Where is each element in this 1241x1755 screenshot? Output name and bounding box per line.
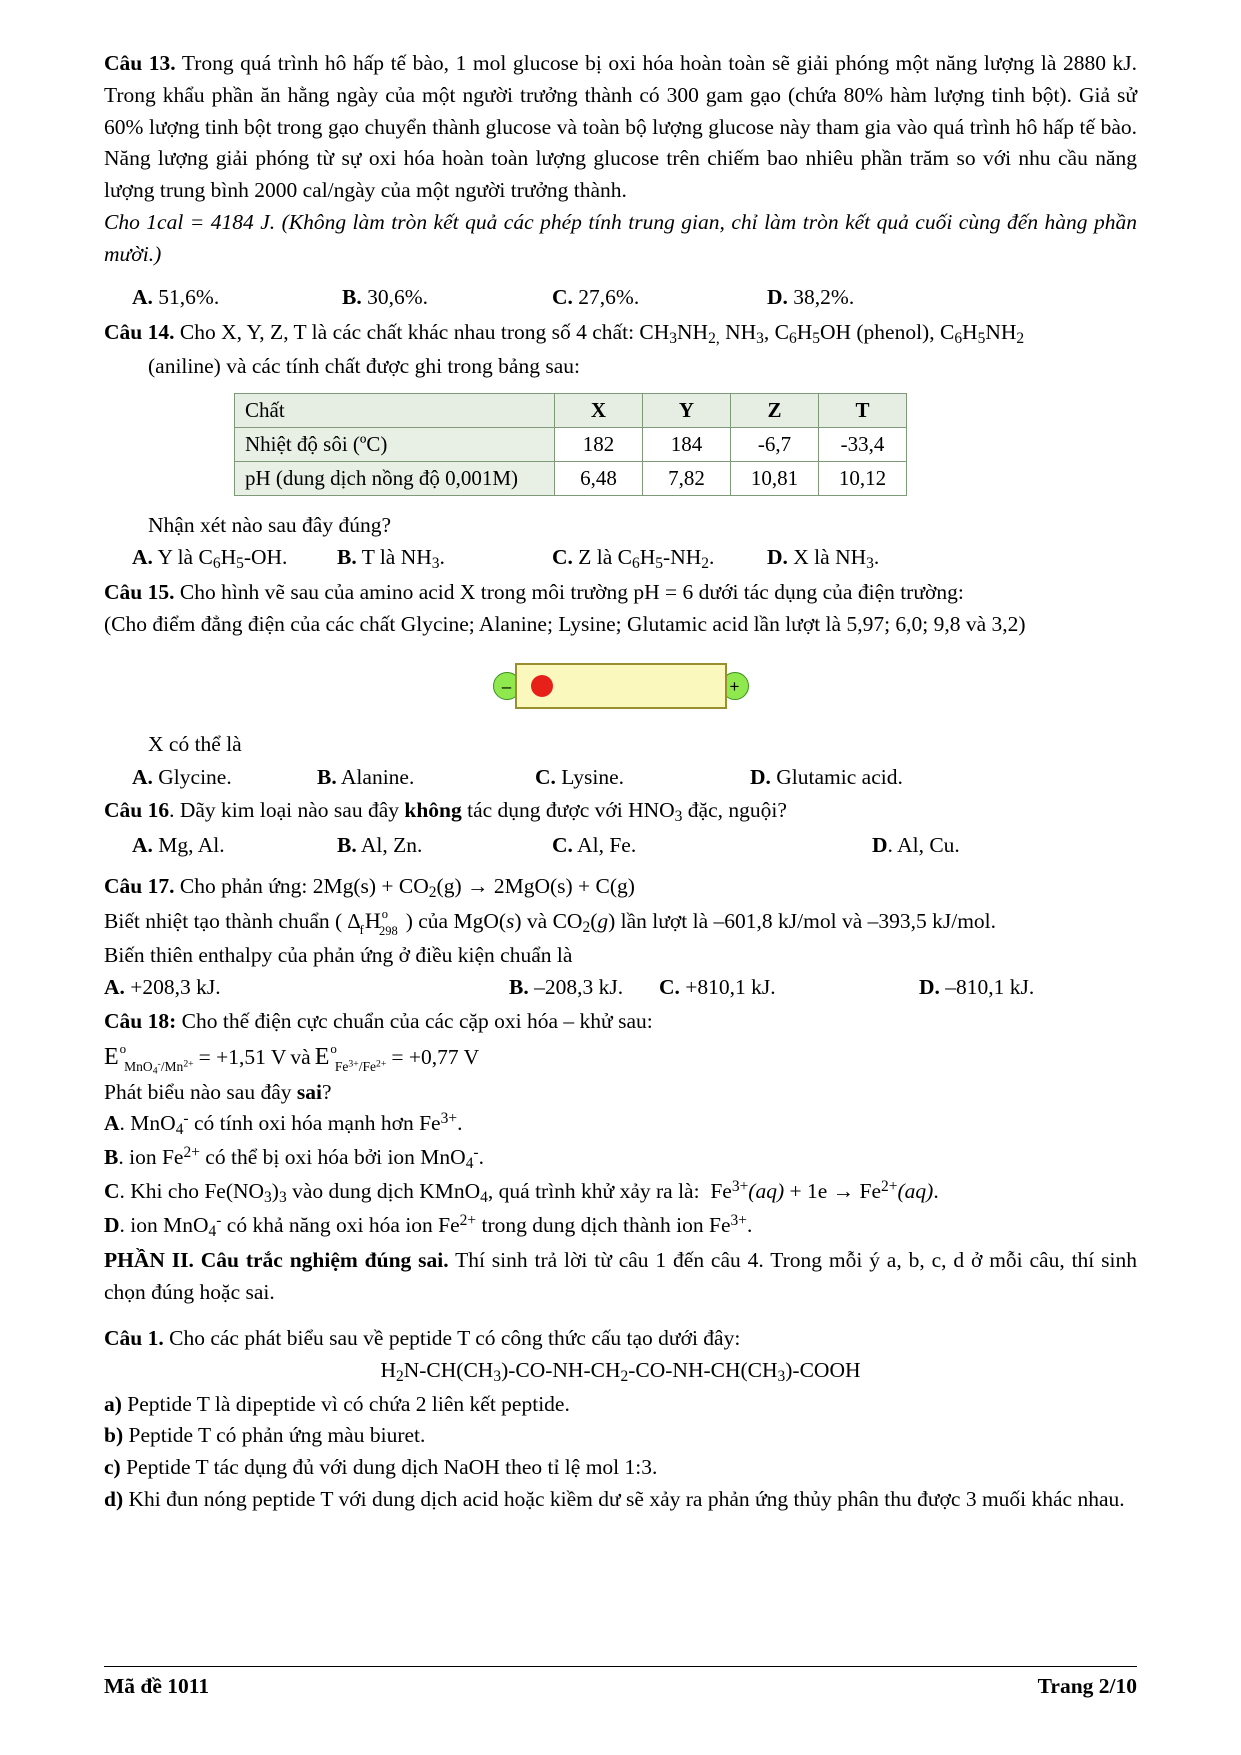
question-13-note: Cho 1cal = 4184 J. (Không làm tròn kết quả các phép tính trung gian, chỉ làm tròn kết quả cuối cùng đến hàng phần mười.) [104,210,1137,266]
cell-x: 182 [555,427,643,461]
item-key-b: b) [104,1423,124,1448]
p2q1-label: Câu 1. [104,1326,164,1351]
question-14-line2: (aniline) và các tính chất được ghi trong bảng sau: [148,353,580,378]
item-text-d: Khi đun nóng peptide T với dung dịch acid hoặc kiềm dư sẽ xảy ra phản ứng thủy phân thu được 3 muối khác nhau. [123,1487,1125,1512]
cell-z: 10,81 [731,461,819,495]
cell-t: 10,12 [819,461,907,495]
option-c[interactable]: C. Al, Fe. [552,832,637,857]
question-15-options [104,761,1137,793]
question-15-body: Cho hình vẽ sau của amino acid X trong môi trường pH = 6 dưới tác dụng của điện trường: [174,580,964,605]
question-13-label: Câu 13. [104,51,176,75]
option-b[interactable]: B. –208,3 kJ. [509,975,624,1000]
question-13-body: Trong quá trình hô hấp tế bào, 1 mol glucose bị oxi hóa hoàn toàn sẽ giải phóng một năng lượng là 2880 kJ. Trong khẩu phần ăn hằng ngày của một người trưởng thành có 300 gam gạo (chứa 80% hàm lượng tinh bột). Giả sử 60% lượng tinh bột trong gạo chuyển thành glucose và toàn bộ lượng glucose này tham gia vào quá trình hô hấp tế bào. Năng lượng giải phóng từ sự oxi hóa hoàn toàn lượng glucose trên chiếm bao nhiêu phần trăm so với nhu cầu năng lượng trung bình 2000 cal/ngày của một người trưởng thành. [104,51,1138,203]
option-c[interactable]: C. Z là $C_6H_5-NH_2$. [552,545,715,573]
table-header-t: T [819,393,907,427]
p2q1-item-a[interactable] [104,1389,1137,1421]
question-14-options [104,541,1137,575]
option-d[interactable]: D. –810,1 kJ. [919,975,1035,1000]
p2q1-item-b[interactable] [104,1420,1137,1452]
question-14-prompt: Nhận xét nào sau đây đúng? [148,512,391,537]
option-a[interactable]: A. 51,6%. [132,284,220,309]
option-a[interactable]: A. Glycine. [132,764,232,789]
question-17-line3: Biến thiên enthalpy của phản ứng ở điều kiện chuẩn là [104,942,573,967]
table-row [235,427,907,461]
question-14 [104,317,1137,575]
item-key-c: c) [104,1455,121,1480]
part-2-heading [104,1245,1137,1309]
cell-x: 6,48 [555,461,643,495]
question-18-option-c[interactable]: C. Khi cho $Fe(NO_3)_3$ vào dung dịch KMnO$_4$, quá trình khử xảy ra là: $Fe^{3+}(aq) + 1e \to Fe^{2+}(aq)$. [104,1177,939,1206]
option-d[interactable]: D. X là $NH_3$. [767,545,880,573]
question-18-text [104,1006,1137,1038]
table-header-chat: Chất [235,393,555,427]
footer-divider [104,1666,1137,1667]
question-13-text [104,48,1137,207]
option-a[interactable]: A. Mg, Al. [132,832,225,857]
cell-t: -33,4 [819,427,907,461]
table-header-y: Y [643,393,731,427]
potential-mno4-value: = +1,51 V [198,1044,287,1069]
part-2-text [104,1245,1137,1309]
row-label-ph: pH (dung dịch nồng độ 0,001M) [235,461,555,495]
question-16 [104,795,1137,861]
option-c[interactable]: C. +810,1 kJ. [659,975,776,1000]
item-text-b: Peptide T có phản ứng màu biuret. [123,1423,426,1448]
properties-table [234,393,907,496]
page-footer [104,1666,1137,1699]
option-c[interactable]: C. 27,6%. [552,284,640,309]
question-18-label: Câu 18: [104,1008,177,1033]
option-d[interactable]: D. Glutamic acid. [750,764,903,789]
table-header-row [235,393,907,427]
question-13-options [104,281,1137,313]
item-text-c: Peptide T tác dụng đủ với dung dịch NaOH theo tỉ lệ mol 1:3. [120,1455,658,1480]
question-15-note: (Cho điểm đẳng điện của các chất Glycine; Alanine; Lysine; Glutamic acid lần lượt là 5,97; 6,0; 9,8 và 3,2) [104,612,1026,637]
option-b[interactable]: B. 30,6%. [342,284,429,309]
item-key-a: a) [104,1391,122,1416]
p2q1-item-c[interactable] [104,1452,1137,1484]
question-15-label: Câu 15. [104,580,175,605]
question-18-formula [104,1040,1137,1076]
question-17-line2: Biết nhiệt tạo thành chuẩn ( $\Delta_fH^o_{298}$ ) của MgO(s) và $CO_2(g)$ lần lượt là –601,8 kJ/mol và –393,5 kJ/mol. [104,906,997,938]
question-18 [104,1006,1137,1244]
table-header-x: X [555,393,643,427]
option-c[interactable]: C. Lysine. [535,764,624,789]
question-15-after: X có thể là [148,732,242,757]
part2-question-1 [104,1323,1137,1516]
part-2-title: PHẦN II. Câu trắc nghiệm đúng sai. [104,1248,449,1273]
page-number: Trang 2/10 [1037,1674,1137,1698]
p2q1-item-d[interactable] [104,1484,1137,1516]
question-15 [104,577,1137,793]
question-18-prompt: Phát biểu nào sau đây sai? [104,1079,332,1104]
row-label-boiling-point: Nhiệt độ sôi (ºC) [235,427,555,461]
option-b[interactable]: B. Alanine. [317,764,415,789]
sample-spot-icon [531,675,553,697]
cell-z: -6,7 [731,427,819,461]
question-14-text: Câu 14. Cho X, Y, Z, T là các chất khác nhau trong số 4 chất: $CH_3NH_{2,}$ $NH_3$, $C_6H_5OH$ (phenol), $C_6H_5NH_2$ [104,319,1025,347]
positive-electrode-icon: + [721,672,749,700]
enthalpy-symbol: $\Delta_fH^o_{298}$ [347,906,398,938]
question-16-text: Câu 16. Dãy kim loại nào sau đây không tác dụng được với $HNO_3$ đặc, nguội? [104,798,787,825]
question-16-bold: không [404,798,462,823]
table-row [235,461,907,495]
p2q1-formula: $H_2N-CH(CH_3)-CO-NH-CH_2-CO-NH-CH(CH_3)$-COOH [380,1357,861,1385]
option-a[interactable]: A. +208,3 kJ. [104,975,221,1000]
option-d[interactable]: D. Al, Cu. [872,832,960,857]
cell-y: 7,82 [643,461,731,495]
p2q1-text [104,1323,1137,1355]
question-18-option-b[interactable]: B. ion $Fe^{2+}$ có thể bị oxi hóa bởi ion MnO$_4$-. [104,1144,484,1172]
potential-mno4-symbol: $E^o_{MnO_4^-/Mn^{2+}}$ [104,1040,194,1076]
item-key-d: d) [104,1487,124,1512]
option-b[interactable]: B. T là $NH_3$. [337,545,445,573]
table-header-z: Z [731,393,819,427]
diagram-box [515,663,727,709]
question-15-text [104,577,1137,609]
electrophoresis-diagram [104,655,1137,717]
potential-fe-value: = +0,77 V [391,1044,480,1069]
question-18-prompt-bold: sai [296,1079,322,1104]
p2q1-body: Cho các phát biểu sau về peptide T có công thức cấu tạo dưới đây: [163,1326,741,1351]
option-b[interactable]: B. Al, Zn. [337,832,423,857]
question-17-label: Câu 17. [104,874,175,899]
question-18-body: Cho thế điện cực chuẩn của các cặp oxi hóa – khử sau: [176,1008,653,1033]
option-d[interactable]: D. 38,2%. [767,284,855,309]
question-13 [104,48,1137,313]
question-14-label: Câu 14. [104,319,175,344]
cell-y: 184 [643,427,731,461]
exam-code: Mã đề 1011 [104,1674,210,1698]
question-17-options [104,971,1137,1003]
question-16-options [104,829,1137,861]
option-a[interactable]: A. Y là $C_6H_5-OH$. [132,545,288,573]
formula-conjunction: và [290,1044,311,1069]
question-17 [104,871,1137,1004]
potential-fe-symbol: $E^o_{Fe^{3+}/Fe^{2+}}$ [314,1040,387,1074]
question-18-option-a[interactable]: A. MnO$_4$- có tính oxi hóa mạnh hơn $Fe^{3+}$. [104,1110,463,1139]
negative-electrode-icon: – [493,672,521,700]
question-17-line1: Câu 17. Cho phản ứng: $2Mg(s) + CO_2(g) \to 2MgO(s) + C(g)$ [104,874,635,901]
item-text-a: Peptide T là dipeptide vì có chứa 2 liên kết peptide. [121,1391,570,1416]
question-18-option-d[interactable]: D. ion MnO$_4$- có khả năng oxi hóa ion $Fe^{2+}$ trong dung dịch thành ion $Fe^{3+}$. [104,1211,753,1240]
part-2-body: Thí sinh trả lời từ câu 1 đến câu 4. Trong mỗi ý a, b, c, d ở mỗi câu, thí sinh chọn đúng hoặc sai. [104,1248,1137,1305]
question-16-label: Câu 16 [104,798,170,823]
